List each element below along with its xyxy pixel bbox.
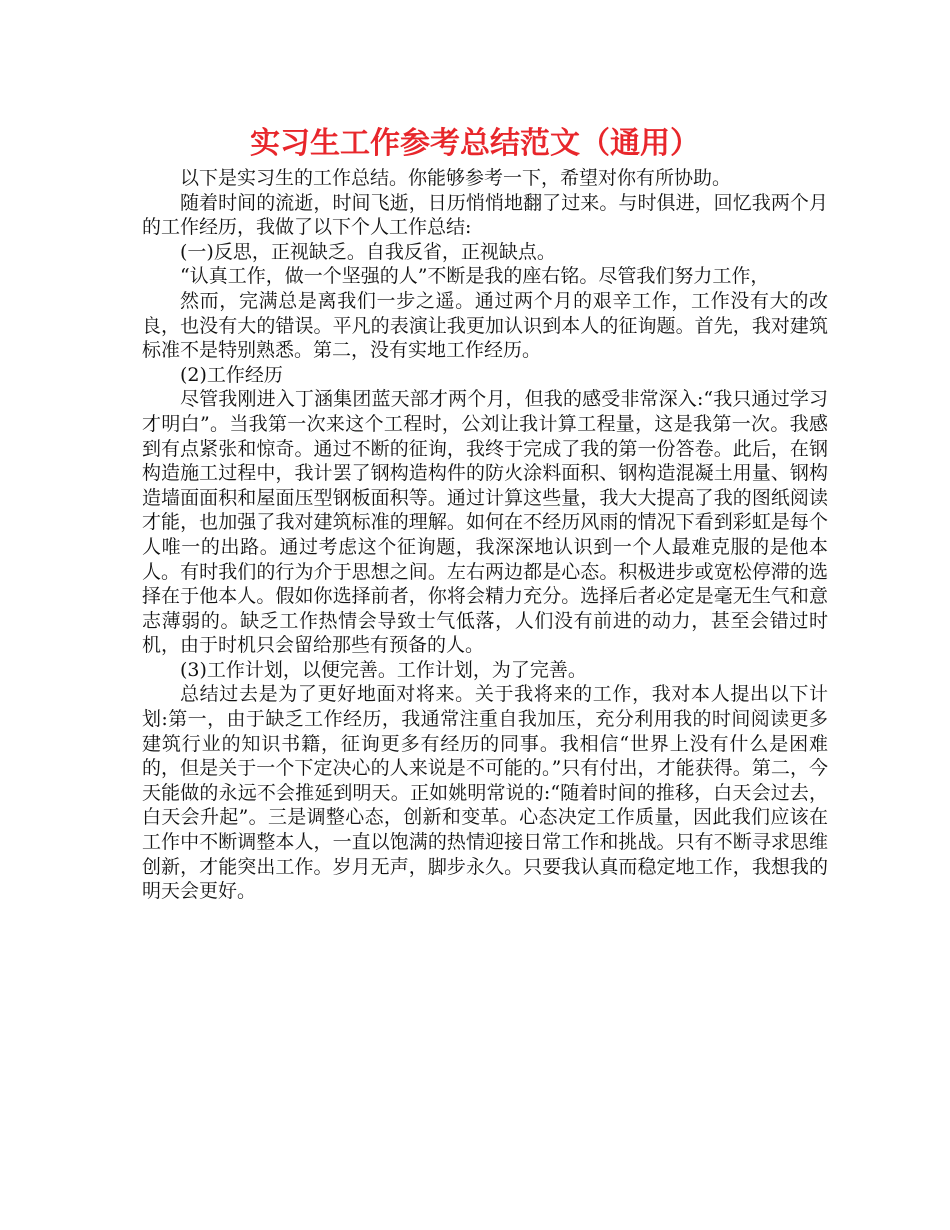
paragraph-heading-plan: (3)工作计划，以便完善。工作计划，为了完善。 <box>180 658 587 681</box>
document-body <box>142 166 828 904</box>
document-title: 实习生工作参考总结范文（通用） <box>250 126 700 161</box>
paragraph-intro: 以下是实习生的工作总结。你能够参考一下，希望对你有所协助。 <box>180 167 732 189</box>
paragraph-heading-experience: (2)工作经历 <box>180 363 283 386</box>
paragraph-review: 随着时间的流逝，时间飞逝，日历悄悄地翻了过来。与时俱进，回忆我两个月的工作经历，我做了以下个人工作总结: <box>142 191 828 239</box>
paragraph-motto: “认真工作，做一个坚强的人”不断是我的座右铭。尽管我们努力工作， <box>180 265 770 288</box>
paragraph-plan: 总结过去是为了更好地面对将来。关于我将来的工作，我对本人提出以下计划:第一，由于缺乏工作经历，我通常注重自我加压，充分利用我的时间阅读更多建筑行业的知识书籍，征询更多有经历的同事。我相信“世界上没有什么是困难的，但是关于一个下定决心的人来说是不可能的。”只有付出，才能获得。第二，今天能做的永远不会推延到明天。正如姚明常说的:“随着时间的推移，白天会过去，白天会升起”。三是调整心态，创新和变革。心态决定工作质量，因此我们应该在工作中不断调整本人，一直以饱满的热情迎接日常工作和挑战。只有不断寻求思维创新，才能突出工作。岁月无声，脚步永久。只要我认真而稳定地工作，我想我的明天会更好。 <box>142 683 828 903</box>
paragraph-shortcomings: 然而，完满总是离我们一步之遥。通过两个月的艰辛工作，工作没有大的改良，也没有大的错误。平凡的表演让我更加认识到本人的征询题。首先，我对建筑标准不是特别熟悉。第二，没有实地工作经历。 <box>142 289 828 362</box>
paragraph-heading-reflection: (一)反思，正视缺乏。自我反省，正视缺点。 <box>180 240 556 263</box>
paragraph-experience: 尽管我刚进入丁涵集团蓝天部才两个月，但我的感受非常深入:“我只通过学习才明白”。当我第一次来这个工程时，公刘让我计算工程量，这是我第一次。我感到有点紧张和惊奇。通过不断的征询，我终于完成了我的第一份答卷。此后，在钢构造施工过程中，我计罢了钢构造构件的防火涂料面积、钢构造混凝土用量、钢构造墙面面积和屋面压型钢板面积等。通过计算这些量，我大大提高了我的图纸阅读才能，也加强了我对建筑标准的理解。如何在不经历风雨的情况下看到彩虹是每个人唯一的出路。通过考虑这个征询题，我深深地认识到一个人最难克服的是他本人。有时我们的行为介于思想之间。左右两边都是心态。积极进步或宽松停滞的选择在于他本人。假如你选择前者，你将会精力充分。选择后者必定是毫无生气和意志薄弱的。缺乏工作热情会导致士气低落，人们没有前进的动力，甚至会错过时机，由于时机只会留给那些有预备的人。 <box>142 388 828 657</box>
